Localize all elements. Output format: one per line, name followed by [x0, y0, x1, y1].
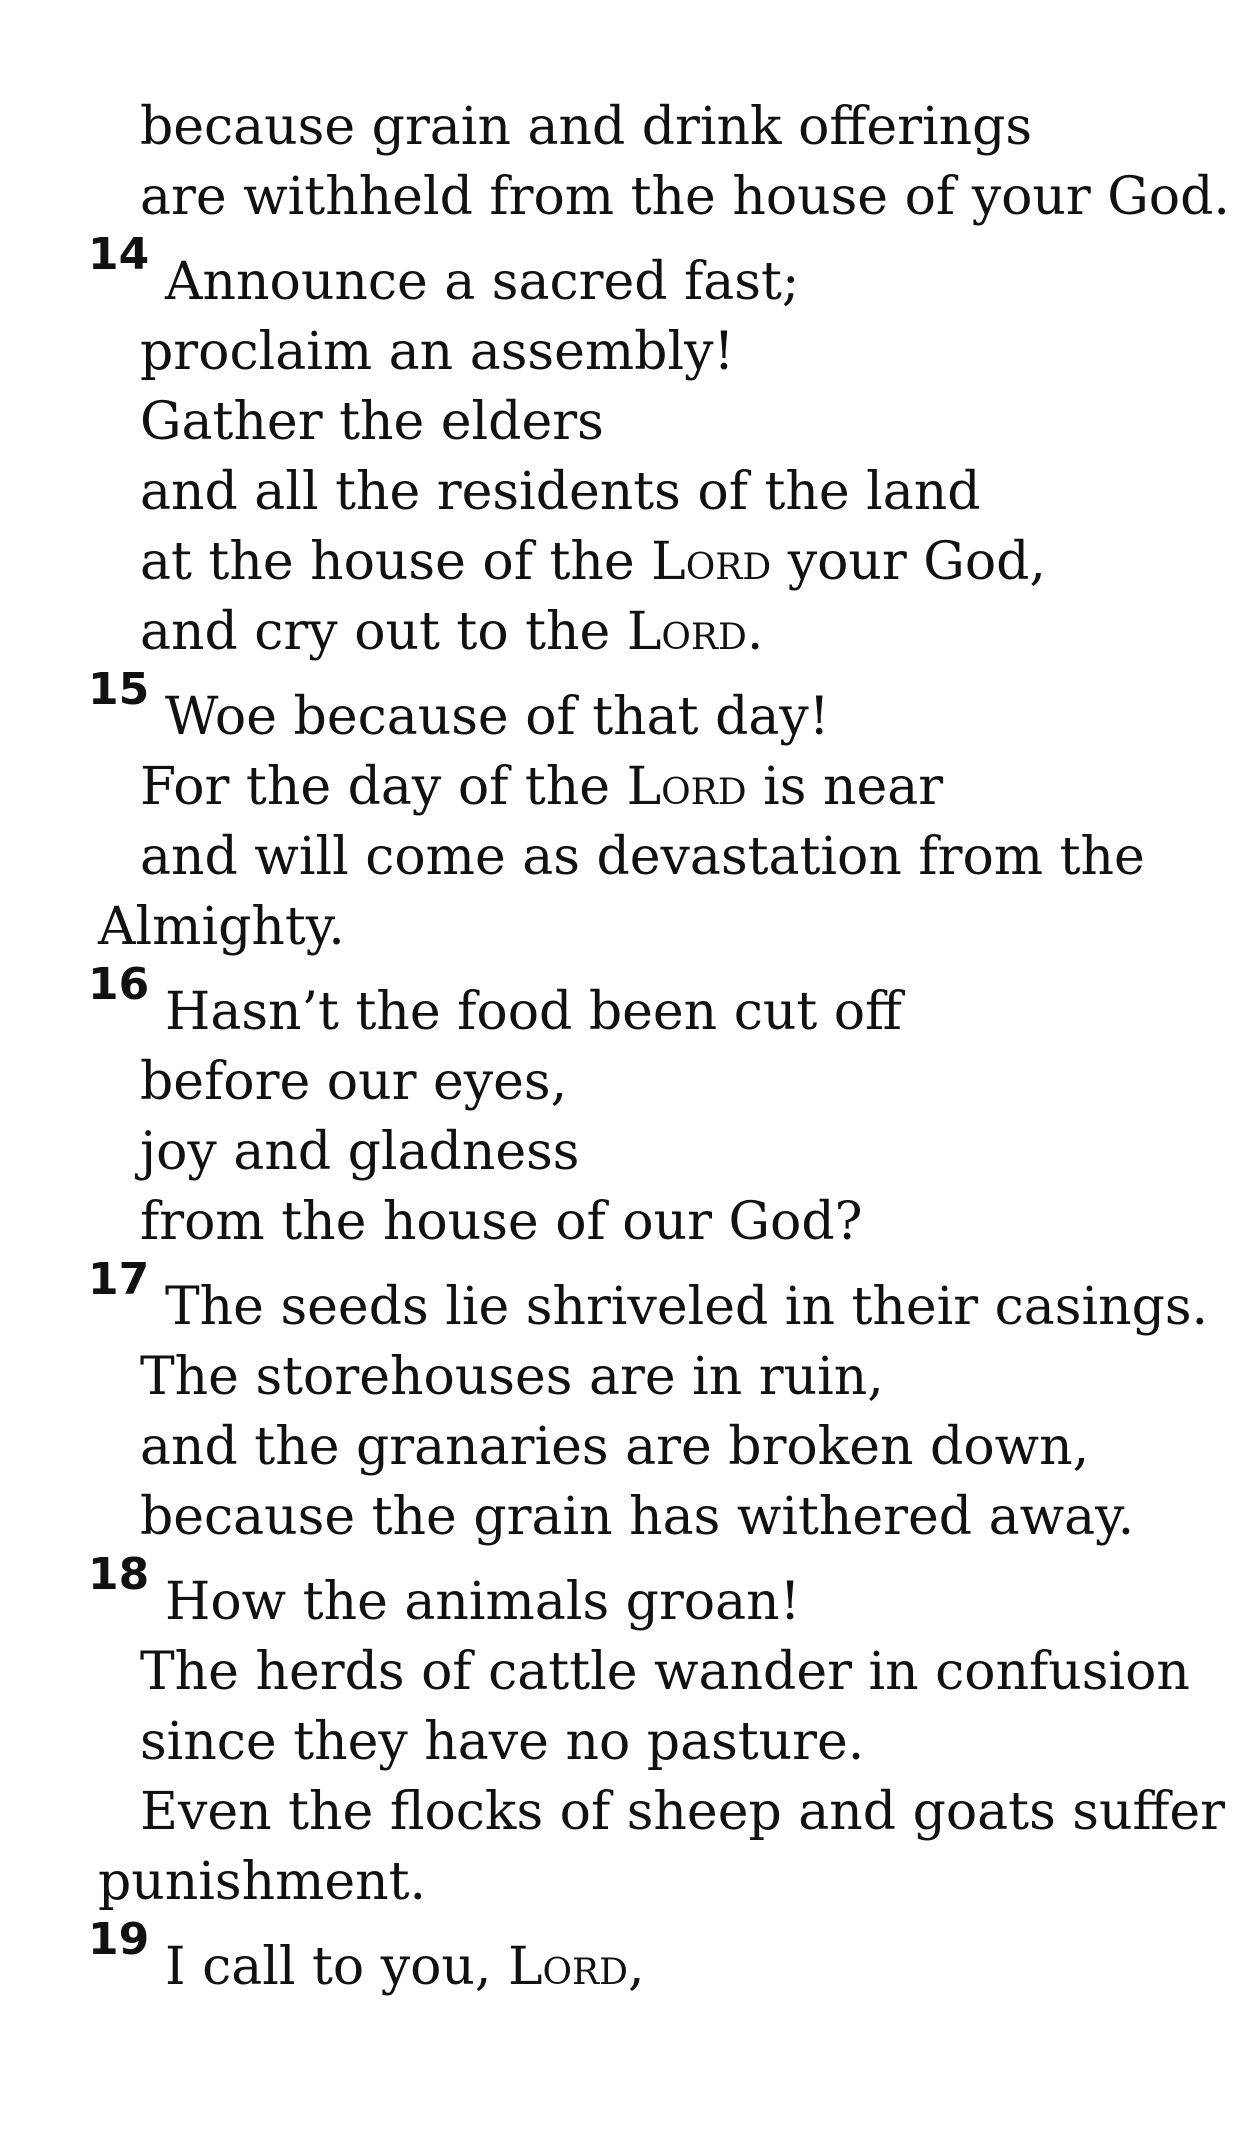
text-run: . [746, 602, 764, 662]
verse-15 [0, 664, 1242, 752]
poetry-line: because grain and drink offerings [140, 97, 1033, 157]
poetry-line [165, 1932, 645, 2002]
poetry-line: The herds of cattle wander in confusion [140, 1642, 1190, 1702]
poetry-line [0, 752, 1242, 822]
poetry-line [0, 527, 1242, 597]
poetry-line: from the house of our God? [140, 1192, 863, 1252]
verse-number: 19 [88, 1914, 150, 1965]
poetry-line-wrapped: punishment. [98, 1852, 427, 1912]
poetry-line: Even the flocks of sheep and goats suffer [140, 1782, 1226, 1842]
poetry-line: The seeds lie shriveled in their casings. [165, 1277, 1209, 1337]
verse-19 [0, 1914, 1242, 2002]
poetry-line: and will come as devastation from the [140, 827, 1145, 887]
poetry-line: How the animals groan! [165, 1572, 801, 1632]
poetry-line: and the granaries are broken down, [140, 1417, 1090, 1477]
poetry-line: joy and gladness [140, 1122, 580, 1182]
text-run: is near [746, 757, 944, 817]
poetry-line: proclaim an assembly! [140, 322, 735, 382]
poetry-line: Woe because of that day! [165, 687, 830, 747]
text-run: For the day of the [140, 757, 627, 817]
poetry-line [0, 597, 1242, 667]
text-run: and cry out to the [140, 602, 627, 662]
verse-17 [0, 1254, 1242, 1342]
scripture-page [0, 92, 1242, 2002]
text-run: your God, [771, 532, 1046, 592]
poetry-line: Announce a sacred fast; [165, 252, 800, 312]
text-run: at the house of the [140, 532, 652, 592]
poetry-line: before our eyes, [140, 1052, 568, 1112]
poetry-line: The storehouses are in ruin, [140, 1347, 884, 1407]
verse-number: 16 [88, 959, 150, 1010]
divine-name: Lord [626, 757, 747, 817]
verse-18 [0, 1549, 1242, 1637]
poetry-line: because the grain has withered away. [140, 1487, 1135, 1547]
poetry-line: are withheld from the house of your God. [140, 167, 1230, 227]
text-run: I call to you, [165, 1937, 508, 1997]
poetry-line: since they have no pasture. [140, 1712, 865, 1772]
verse-number: 15 [88, 664, 150, 715]
divine-name: Lord [507, 1937, 628, 1997]
poetry-line: Gather the elders [140, 392, 604, 452]
poetry-line: and all the residents of the land [140, 462, 981, 522]
divine-name: Lord [626, 602, 747, 662]
verse-16 [0, 959, 1242, 1047]
text-run: , [627, 1937, 645, 1997]
poetry-line-wrapped: Almighty. [98, 897, 345, 957]
verse-number: 17 [88, 1254, 150, 1305]
verse-number: 18 [88, 1549, 150, 1600]
verse-number: 14 [88, 229, 150, 280]
verse-14 [0, 229, 1242, 317]
divine-name: Lord [651, 532, 772, 592]
poetry-line: Hasn’t the food been cut off [165, 982, 902, 1042]
